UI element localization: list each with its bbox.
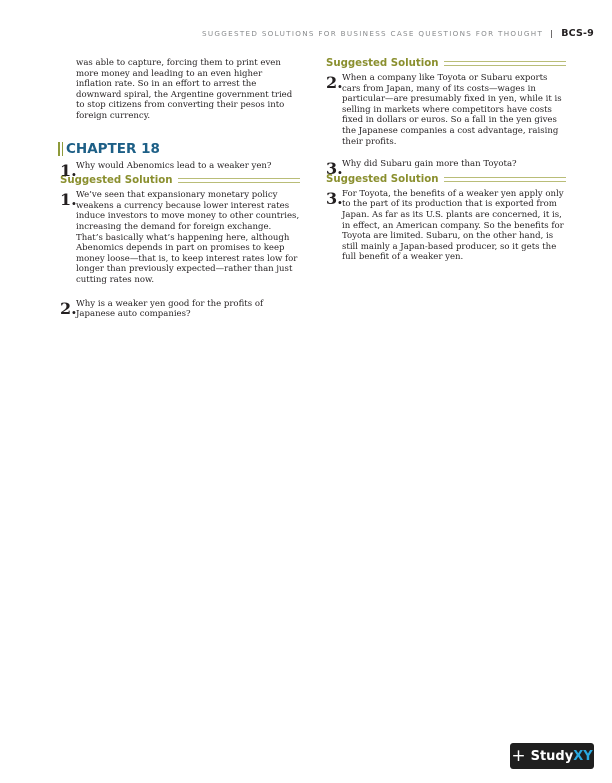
question-number: 3.: [326, 159, 343, 179]
suggested-solution-heading: [326, 174, 566, 185]
answer-number: 2.: [326, 73, 343, 92]
page-number: BCS-9: [561, 28, 594, 39]
answer-text: When a company like Toyota or Subaru exports cars from Japan, many of its costs—wages in particular—are presumably fixed in yen, while it is selling in markets where competitors have costs fixed in dollars or euros. So a fall in the yen gives the Japanese companies a cost advantage, raising their profits.: [342, 73, 562, 147]
question-number: 2.: [60, 298, 77, 318]
plus-icon: +: [511, 745, 526, 766]
solution-heading-label: Suggested Solution: [60, 175, 173, 187]
solution-heading-label: Suggested Solution: [326, 58, 439, 69]
answer-2: [326, 73, 566, 147]
heading-rule: [178, 178, 300, 183]
question-text: Why did Subaru gain more than Toyota?: [342, 159, 517, 170]
right-column: [326, 58, 566, 263]
logo-name-study: Study: [530, 748, 574, 764]
studyxy-logo: [510, 743, 594, 769]
header-separator: |: [550, 29, 555, 38]
question-text: Why is a weaker yen good for the profits of Japanese auto companies?: [76, 298, 264, 320]
solution-heading-label: Suggested Solution: [326, 173, 439, 185]
chapter-title: CHAPTER 18: [66, 140, 160, 157]
left-column: [60, 58, 300, 320]
continued-paragraph: was able to capture, forcing them to print even more money and leading to an even higher inflation rate. So in an effort to arrest the downward spiral, the Argentine government tried to stop citizens from converting their pesos into foreign currency.: [76, 58, 293, 121]
question-text: Why would Abenomics lead to a weaker yen?: [76, 160, 272, 171]
answer-text: We’ve seen that expansionary monetary policy weakens a currency because lower interest rates induce investors to move money to other countries, increasing the demand for foreign exchange. That’s basically what’s happening here, although Abenomics depends in part on promises to keep money loose—that is, to keep interest rates low for longer than previously expected—rather than just cutting rates now.: [76, 190, 300, 285]
heading-rule: [444, 61, 566, 66]
question-1: [60, 160, 300, 180]
heading-rule: [444, 177, 566, 182]
running-title: SUGGESTED SOLUTIONS FOR BUSINESS CASE QUESTIONS FOR THOUGHT: [202, 29, 544, 38]
answer-number: 3.: [326, 188, 343, 208]
question-number: 1.: [60, 160, 77, 180]
running-head: [202, 28, 594, 39]
chapter-heading: [60, 141, 300, 157]
logo-name-xy: XY: [573, 748, 593, 764]
chapter-bars-icon: [58, 142, 63, 156]
answer-3: [326, 189, 566, 263]
suggested-solution-heading: [60, 175, 300, 186]
answer-number: 1.: [60, 190, 77, 210]
answer-1: [60, 190, 300, 285]
question-2: [60, 299, 300, 320]
answer-text: For Toyota, the benefits of a weaker yen apply only to the part of its production that is exported from Japan. As far as its U.S. plants are concerned, it is, in effect, an American company. So the benefits for Toyota are limited. Subaru, on the other hand, is still mainly a Japan-based producer, so it gets the full benefit of a weaker yen.: [342, 188, 564, 263]
suggested-solution-heading: [326, 58, 566, 69]
